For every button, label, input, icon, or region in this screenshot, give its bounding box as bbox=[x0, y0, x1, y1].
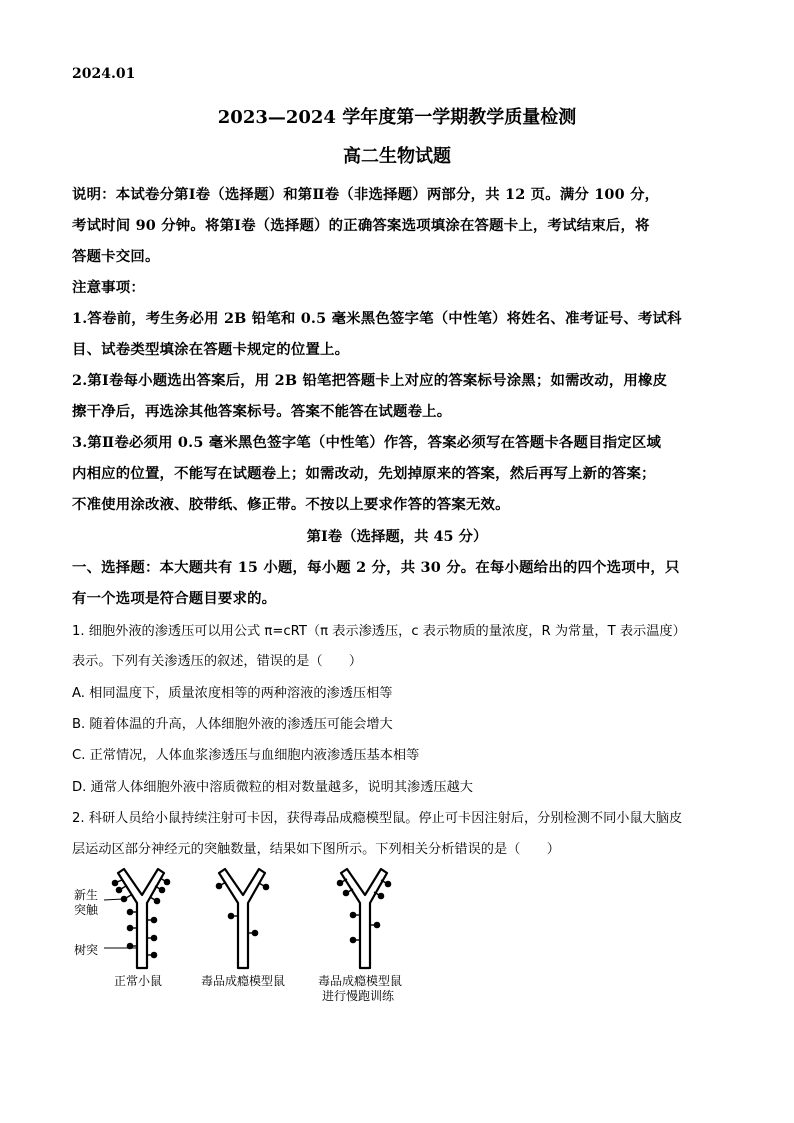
label-new-synapse-line-1: 新生 bbox=[74, 888, 99, 902]
note-1-line-2: 目、试卷类型填涂在答题卡规定的位置上。 bbox=[72, 341, 350, 358]
note-3-line-1: 3.第Ⅱ卷必须用 0.5 毫米黑色签字笔（中性笔）作答，答案必须写在答题卡各题目指定区域 bbox=[72, 434, 662, 451]
note-3-line-3: 不准使用涂改液、胶带纸、修正带。不按以上要求作答的答案无效。 bbox=[72, 496, 510, 513]
section-1-title: 第Ⅰ卷（选择题，共 45 分） bbox=[306, 528, 488, 545]
section-1-intro-line-2: 有一个选项是符合题目要求的。 bbox=[72, 590, 277, 607]
exam-title: 2023—2024 学年度第一学期教学质量检测 bbox=[217, 107, 577, 128]
caption-normal-mouse: 正常小鼠 bbox=[114, 974, 163, 988]
spines-model bbox=[216, 882, 268, 936]
q1-option-a: A. 相同温度下，质量浓度相等的两种溶液的渗透压相等 bbox=[72, 686, 393, 701]
section-1-intro-line-1: 一、选择题：本大题共有 15 小题，每小题 2 分，共 30 分。在每小题给出的四个选项中，只 bbox=[72, 559, 680, 576]
q1-option-d: D. 通常人体细胞外液中溶质微粒的相对数量越多，说明其渗透压越大 bbox=[72, 780, 473, 795]
exam-subtitle: 高二生物试题 bbox=[343, 146, 451, 167]
q2-stem-line-1: 2. 科研人员给小鼠持续注射可卡因，获得毒品成瘾模型鼠。停止可卡因注射后，分别检测不同小鼠大脑皮 bbox=[72, 811, 683, 826]
q1-stem-line-2: 表示。下列有关渗透压的叙述，错误的是（ ） bbox=[72, 654, 363, 669]
caption-model-mouse: 毒品成瘾模型鼠 bbox=[201, 974, 286, 988]
q1-option-b: B. 随着体温的升高，人体细胞外液的渗透压可能会增大 bbox=[72, 717, 393, 732]
instructions-line-2: 考试时间 90 分钟。将第Ⅰ卷（选择题）的正确答案选项填涂在答题卡上，考试结束后，将 bbox=[72, 217, 650, 234]
notes-heading: 注意事项： bbox=[72, 279, 145, 296]
spines-trained bbox=[337, 879, 390, 943]
pointer-new-synapse bbox=[104, 899, 123, 900]
q2-stem-line-2: 层运动区部分神经元的突触数量，结果如下图所示。下列相关分析错误的是（ ） bbox=[72, 842, 560, 857]
dendrite-model bbox=[219, 869, 265, 968]
caption-trained-mouse-line-1: 毒品成瘾模型鼠 bbox=[318, 974, 403, 988]
caption-trained-mouse-line-2: 进行慢跑训练 bbox=[322, 989, 395, 1003]
exam-date: 2024.01 bbox=[72, 66, 136, 82]
label-dendrite: 树突 bbox=[74, 943, 99, 957]
q1-stem-line-1: 1. 细胞外液的渗透压可以用公式 π=cRT（π 表示渗透压，c 表示物质的量浓度，R 为常量，T 表示温度） bbox=[72, 624, 686, 639]
note-3-line-2: 内相应的位置，不能写在试题卷上；如需改动，先划掉原来的答案，然后再写上新的答案； bbox=[72, 465, 656, 482]
label-new-synapse-line-2: 突触 bbox=[74, 903, 99, 917]
spines-normal bbox=[112, 878, 169, 958]
dendrite-normal bbox=[118, 869, 164, 968]
instructions-line-3: 答题卡交回。 bbox=[72, 248, 160, 265]
dendrite-trained bbox=[341, 869, 387, 968]
note-1-line-1: 1.答卷前，考生务必用 2B 铅笔和 0.5 毫米黑色签字笔（中性笔）将姓名、准考证号、考试科 bbox=[72, 310, 682, 327]
note-2-line-1: 2.第Ⅰ卷每小题选出答案后，用 2B 铅笔把答题卡上对应的答案标号涂黑；如需改动，用橡皮 bbox=[72, 372, 668, 389]
instructions-line-1: 说明：本试卷分第Ⅰ卷（选择题）和第Ⅱ卷（非选择题）两部分，共 12 页。满分 100 分， bbox=[72, 186, 660, 203]
note-2-line-2: 擦干净后，再选涂其他答案标号。答案不能答在试题卷上。 bbox=[72, 403, 452, 420]
q1-option-c: C. 正常情况，人体血浆渗透压与血细胞内液渗透压基本相等 bbox=[72, 748, 420, 763]
label-pointers bbox=[104, 899, 137, 948]
